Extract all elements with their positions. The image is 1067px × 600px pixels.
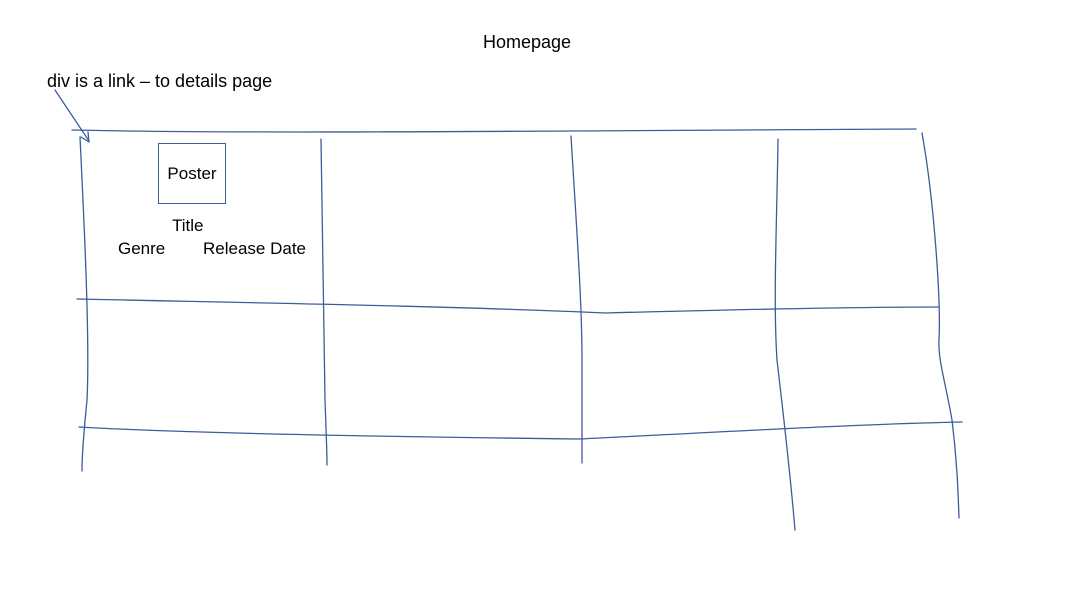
movie-release-date-label: Release Date bbox=[203, 239, 307, 258]
grid-line-bottom bbox=[79, 422, 962, 439]
grid-column-4 bbox=[775, 139, 795, 530]
poster-label: Poster bbox=[167, 164, 217, 183]
page-title: Homepage bbox=[483, 32, 572, 52]
movie-title-label: Title bbox=[172, 216, 204, 235]
grid-column-3 bbox=[571, 136, 582, 463]
movie-poster-placeholder bbox=[158, 143, 226, 204]
grid-column-5 bbox=[922, 133, 959, 518]
movie-genre-label: Genre bbox=[118, 239, 166, 258]
grid-column-2 bbox=[321, 139, 327, 465]
annotation-arrow-head bbox=[81, 132, 89, 142]
grid-column-1 bbox=[80, 137, 88, 471]
annotation-note: div is a link – to details page bbox=[47, 71, 273, 91]
grid-line-top bbox=[72, 129, 916, 132]
annotation-arrow-shaft bbox=[55, 90, 89, 141]
grid-line-middle bbox=[77, 299, 938, 313]
annotation-arrow bbox=[55, 90, 89, 142]
